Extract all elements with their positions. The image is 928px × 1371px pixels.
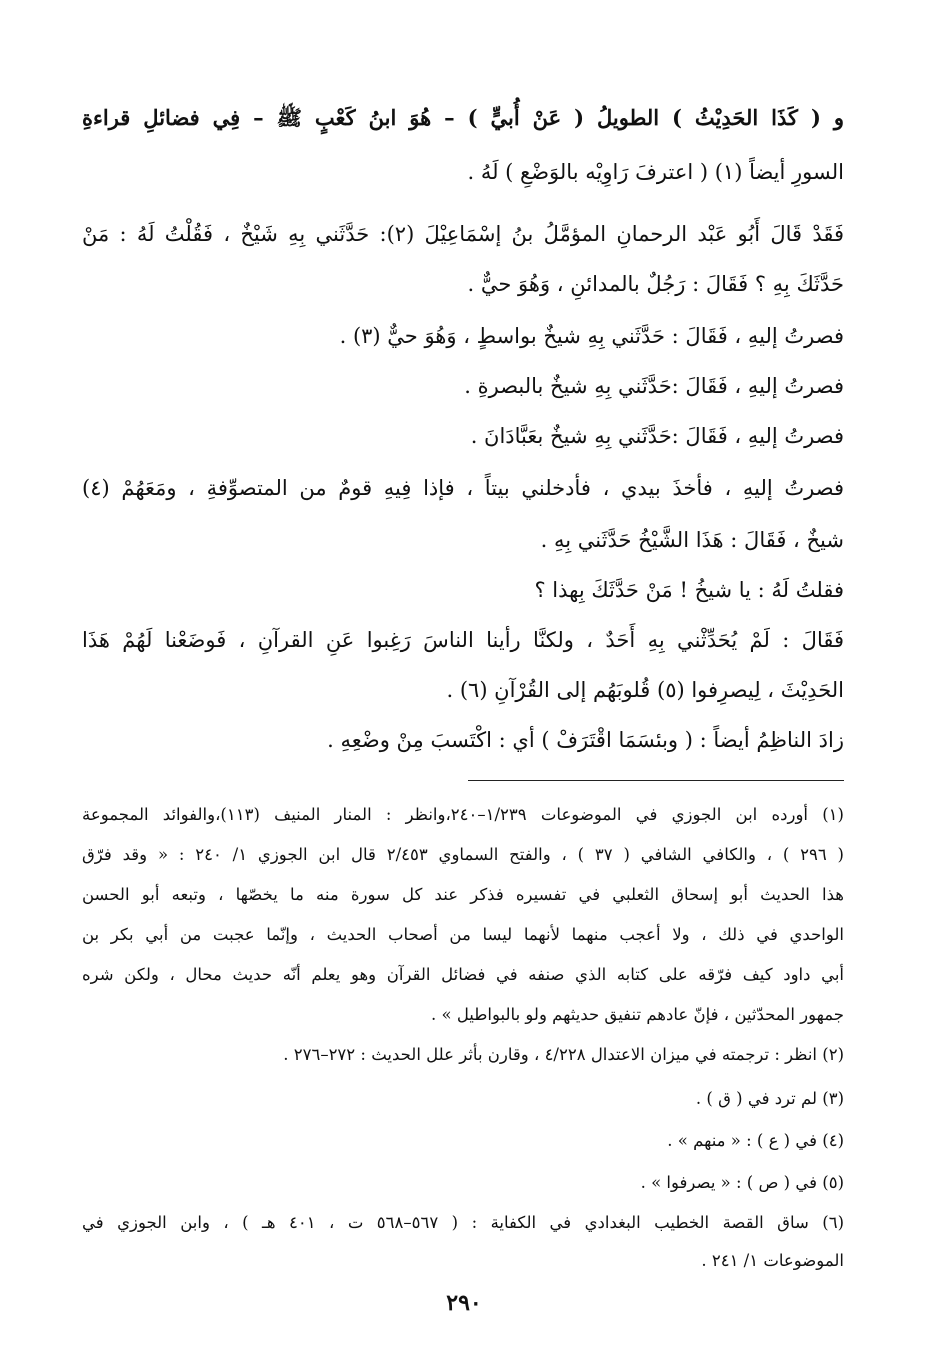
body-line: فصرتُ إليهِ ، فَقَالَ :حَدَّثَني بِهِ شيخٌ بعَبَّادَانَ . [470, 424, 844, 448]
body-line: الحَدِيْثَ ، لِيصرِفوا (٥) قُلوبَهُم إلى القُرْآنِ (٦) . [446, 678, 844, 702]
footnote-line: أبي داود كيف فرّقه على كتابه الذي صنفه في فضائل القرآن وهو يعلم أنّه حديث محال ، ولكن شره [82, 965, 844, 984]
body-line: حَدَّثَكَ بِهِ ؟ فَقَالَ : رَجُلٌ بالمدائنِ ، وَهُوَ حيٌّ . [467, 272, 844, 296]
footnote-line: الواحدي في ذلك ، ولا أعجب منهما لأنهما ليسا من أصحاب الحديث ، وإنّما عجبت من أبي بكر بن [82, 925, 844, 944]
body-line: فقلتُ لَهُ : يا شيخُ ! مَنْ حَدَّثَكَ بِهذا ؟ [534, 578, 844, 602]
footnote-line: جمهور المحدّثين ، فإنّ عادهم تنفيق حديثهم ولو بالبواطيل » . [430, 1005, 844, 1024]
body-line: فصرتُ إليهِ ، فَقَالَ : حَدَّثَني بِهِ شيخٌ بواسطٍ ، وَهُوَ حيٌّ (٣) . [339, 324, 844, 348]
body-line: السورِ أيضاً (١) ( اعترفَ رَاوِيْه بالوَضْعِ ) لَهُ . [467, 160, 844, 184]
footnote-line: (٢) انظر : ترجمته في ميزان الاعتدال ٤/٢٢٨ ، وقارن بأثر علل الحديث : ٢٧٢–٢٧٦ . [283, 1045, 844, 1064]
body-line: شيخٌ ، فَقَالَ : هَذَا الشَّيْخُ حَدَّثَني بِهِ . [540, 528, 844, 552]
footnote-separator [468, 780, 844, 781]
body-line: زادَ الناظِمُ أيضاً : ( وبئسَمَا اقْتَرَفْ ) أي : اكْتَسبَ مِنْ وضْعِهِ . [327, 728, 844, 752]
body-line: فصرتُ إليهِ ، فأخذَ بيدي ، فأدخلني بيتاً ، فإذا فِيهِ قومٌ من المتصوِّفةِ ، ومَعَهُمْ (٤) [82, 476, 844, 500]
footnote-line: (٣) لم ترد في ( ق ) . [695, 1089, 844, 1108]
footnote-line: الموضوعات ١/ ٢٤١ . [701, 1251, 844, 1270]
page-number: ٢٩٠ [446, 1290, 482, 1316]
body-line: فَقَدْ قَالَ أَبُو عَبْد الرحمانِ المؤمَّلُ بنُ إسْمَاعِيْلَ (٢): حَدَّثَني بِهِ شَيْخٌ ، فَقُلْتُ لَهُ : مَنْ [82, 222, 844, 246]
footnote-line: ( ٢٩٦ ) ، والكافي الشافي ( ٣٧ ) ، والفتح السماوي ٢/٤٥٣ قال ابن الجوزي ١/ ٢٤٠ : « وقد فرّق [82, 845, 844, 864]
body-line: و ( كَذَا الحَدِيْثُ ) الطويلُ ( عَنْ أُبيٍّ ) – هُوَ ابنُ كَعْبٍ ﷺ – فِي فضائلِ قراءةِ [82, 105, 844, 130]
body-line: فَقَالَ : لَمْ يُحَدِّثْني بِهِ أَحَدٌ ، ولكنَّا رأينا الناسَ رَغِبوا عَنِ القرآنِ ، فَوضَعْنا لَهُمْ هَذَا [82, 628, 844, 652]
footnote-line: (٥) في ( ص ) : « يصرفوا » . [640, 1173, 844, 1192]
body-line: فصرتُ إليهِ ، فَقَالَ :حَدَّثَني بِهِ شيخٌ بالبصرةِ . [464, 374, 844, 398]
footnote-line: (١) أورده ابن الجوزي في الموضوعات ١/٢٣٩–٢٤٠،وانظر : المنار المنيف (١١٣)،والفوائد المجموعة [82, 805, 844, 824]
footnote-line: (٦) ساق القصة الخطيب البغدادي في الكفاية : ( ٥٦٧–٥٦٨ ت ، ٤٠١ هـ ) ، وابن الجوزي في [82, 1213, 844, 1232]
footnote-line: هذا الحديث أبو إسحاق الثعلبي في تفسيره فذكر عند كل سورة منه ما يخصّها ، وتبعه أبو الحسن [82, 885, 844, 904]
footnote-line: (٤) في ( ع ) : « منهم » . [667, 1131, 844, 1150]
